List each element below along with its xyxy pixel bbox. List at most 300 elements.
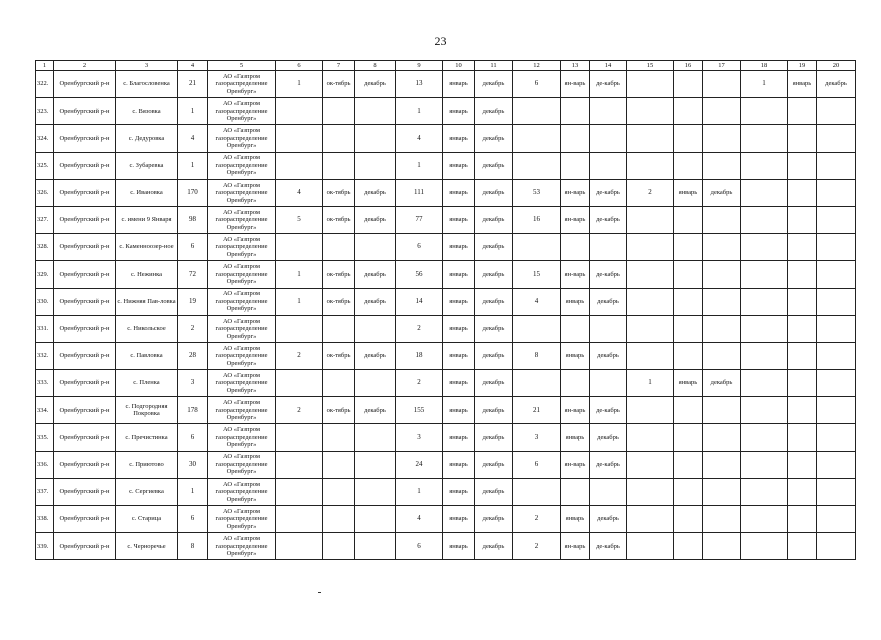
table-row — [36, 506, 856, 533]
col17-cell — [703, 71, 741, 98]
column-header-4: 4 — [178, 61, 208, 71]
col10-cell: январь — [443, 261, 475, 288]
column-header-12: 12 — [513, 61, 561, 71]
col6-cell — [276, 478, 323, 505]
col19-cell — [788, 234, 817, 261]
row-number: 326. — [36, 179, 54, 206]
col12-cell — [513, 478, 561, 505]
col8-cell: декабрь — [355, 288, 396, 315]
village-cell: с. Зубаревка — [116, 152, 178, 179]
col10-cell: январь — [443, 315, 475, 342]
row-number: 330. — [36, 288, 54, 315]
column-header-16: 16 — [674, 61, 703, 71]
col12-cell: 8 — [513, 342, 561, 369]
col19-cell — [788, 533, 817, 560]
organization-cell: АО «Газпром газораспределение Оренбург» — [208, 533, 276, 560]
col20-cell — [817, 342, 856, 369]
col7-cell: ок-тябрь — [323, 397, 355, 424]
col17-cell — [703, 397, 741, 424]
col16-cell — [674, 288, 703, 315]
col9-cell: 2 — [396, 370, 443, 397]
col11-cell: декабрь — [475, 125, 513, 152]
col9-cell: 14 — [396, 288, 443, 315]
col18-cell — [741, 288, 788, 315]
district-cell: Оренбургский р-н — [54, 315, 116, 342]
col13-cell — [561, 152, 590, 179]
row-number: 338. — [36, 506, 54, 533]
row-number: 337. — [36, 478, 54, 505]
village-cell: с. Ивановка — [116, 179, 178, 206]
col13-cell: январь — [561, 506, 590, 533]
col16-cell — [674, 533, 703, 560]
col7-cell — [323, 506, 355, 533]
column-header-18: 18 — [741, 61, 788, 71]
table-row — [36, 288, 856, 315]
col6-cell — [276, 533, 323, 560]
col14-cell: де-кабрь — [590, 451, 627, 478]
village-cell: с. Пленка — [116, 370, 178, 397]
col11-cell: декабрь — [475, 424, 513, 451]
village-cell: с. Старица — [116, 506, 178, 533]
col13-cell: ян-варь — [561, 397, 590, 424]
col7-cell — [323, 451, 355, 478]
col6-cell: 1 — [276, 261, 323, 288]
col12-cell — [513, 98, 561, 125]
col7-cell — [323, 315, 355, 342]
col12-cell — [513, 315, 561, 342]
col6-cell: 1 — [276, 288, 323, 315]
col17-cell — [703, 342, 741, 369]
col6-cell: 2 — [276, 342, 323, 369]
village-cell: с. Дедуровка — [116, 125, 178, 152]
col7-cell: ок-тябрь — [323, 206, 355, 233]
table-row — [36, 315, 856, 342]
col13-cell — [561, 370, 590, 397]
col13-cell — [561, 478, 590, 505]
col9-cell: 111 — [396, 179, 443, 206]
col17-cell — [703, 261, 741, 288]
col7-cell — [323, 98, 355, 125]
col19-cell — [788, 261, 817, 288]
col10-cell: январь — [443, 506, 475, 533]
col18-cell — [741, 234, 788, 261]
column-header-14: 14 — [590, 61, 627, 71]
col8-cell — [355, 478, 396, 505]
col8-cell: декабрь — [355, 261, 396, 288]
table-row — [36, 152, 856, 179]
col15-cell — [627, 206, 674, 233]
col13-cell — [561, 125, 590, 152]
col10-cell: январь — [443, 424, 475, 451]
col13-cell: январь — [561, 342, 590, 369]
col14-cell: де-кабрь — [590, 71, 627, 98]
col15-cell — [627, 288, 674, 315]
row-number: 325. — [36, 152, 54, 179]
col11-cell: декабрь — [475, 478, 513, 505]
col11-cell: декабрь — [475, 506, 513, 533]
col9-cell: 24 — [396, 451, 443, 478]
col8-cell — [355, 234, 396, 261]
village-cell: с. Пречистинка — [116, 424, 178, 451]
col7-cell: ок-тябрь — [323, 342, 355, 369]
col9-cell: 155 — [396, 397, 443, 424]
total-cell: 1 — [178, 152, 208, 179]
table-row — [36, 125, 856, 152]
col13-cell: январь — [561, 288, 590, 315]
row-number: 332. — [36, 342, 54, 369]
col17-cell: декабрь — [703, 370, 741, 397]
col13-cell: ян-варь — [561, 206, 590, 233]
col16-cell — [674, 397, 703, 424]
col17-cell — [703, 506, 741, 533]
col16-cell: январь — [674, 370, 703, 397]
col12-cell — [513, 370, 561, 397]
col20-cell — [817, 206, 856, 233]
col8-cell — [355, 98, 396, 125]
col18-cell — [741, 98, 788, 125]
col6-cell — [276, 315, 323, 342]
village-cell: с. Сергиевка — [116, 478, 178, 505]
col7-cell: ок-тябрь — [323, 71, 355, 98]
row-number: 322. — [36, 71, 54, 98]
organization-cell: АО «Газпром газораспределение Оренбург» — [208, 261, 276, 288]
column-header-13: 13 — [561, 61, 590, 71]
col19-cell — [788, 315, 817, 342]
col6-cell: 1 — [276, 71, 323, 98]
col16-cell — [674, 261, 703, 288]
col17-cell — [703, 152, 741, 179]
col10-cell: январь — [443, 152, 475, 179]
col7-cell: ок-тябрь — [323, 288, 355, 315]
col17-cell — [703, 206, 741, 233]
total-cell: 170 — [178, 179, 208, 206]
column-header-19: 19 — [788, 61, 817, 71]
col18-cell — [741, 478, 788, 505]
col20-cell — [817, 451, 856, 478]
col9-cell: 13 — [396, 71, 443, 98]
total-cell: 6 — [178, 506, 208, 533]
col12-cell: 15 — [513, 261, 561, 288]
table-row — [36, 206, 856, 233]
table-row — [36, 71, 856, 98]
col17-cell — [703, 533, 741, 560]
col11-cell: декабрь — [475, 397, 513, 424]
col8-cell — [355, 125, 396, 152]
col14-cell: де-кабрь — [590, 533, 627, 560]
col20-cell — [817, 506, 856, 533]
col7-cell — [323, 478, 355, 505]
col16-cell — [674, 424, 703, 451]
col13-cell: ян-варь — [561, 179, 590, 206]
village-cell: с. Подгородняя Покровка — [116, 397, 178, 424]
col16-cell — [674, 234, 703, 261]
table-row — [36, 98, 856, 125]
row-number: 333. — [36, 370, 54, 397]
col16-cell — [674, 152, 703, 179]
col15-cell — [627, 451, 674, 478]
col12-cell: 6 — [513, 451, 561, 478]
organization-cell: АО «Газпром газораспределение Оренбург» — [208, 71, 276, 98]
village-cell: с. Каменноозер-ное — [116, 234, 178, 261]
total-cell: 98 — [178, 206, 208, 233]
column-header-2: 2 — [54, 61, 116, 71]
village-cell: с. Приютово — [116, 451, 178, 478]
col8-cell — [355, 506, 396, 533]
col11-cell: декабрь — [475, 206, 513, 233]
col7-cell — [323, 424, 355, 451]
col16-cell: январь — [674, 179, 703, 206]
col10-cell: январь — [443, 98, 475, 125]
col19-cell: январь — [788, 71, 817, 98]
col16-cell — [674, 478, 703, 505]
col8-cell — [355, 451, 396, 478]
district-cell: Оренбургский р-н — [54, 152, 116, 179]
col19-cell — [788, 342, 817, 369]
col9-cell: 6 — [396, 533, 443, 560]
col11-cell: декабрь — [475, 533, 513, 560]
col16-cell — [674, 125, 703, 152]
total-cell: 6 — [178, 234, 208, 261]
row-number: 336. — [36, 451, 54, 478]
scan-mark — [318, 592, 321, 593]
table-row — [36, 261, 856, 288]
col12-cell: 53 — [513, 179, 561, 206]
col19-cell — [788, 478, 817, 505]
col14-cell — [590, 370, 627, 397]
col11-cell: декабрь — [475, 71, 513, 98]
col14-cell: декабрь — [590, 424, 627, 451]
col9-cell: 3 — [396, 424, 443, 451]
col16-cell — [674, 206, 703, 233]
col15-cell — [627, 506, 674, 533]
col8-cell: декабрь — [355, 342, 396, 369]
district-cell: Оренбургский р-н — [54, 506, 116, 533]
col8-cell: декабрь — [355, 179, 396, 206]
col15-cell — [627, 71, 674, 98]
col11-cell: декабрь — [475, 370, 513, 397]
col7-cell — [323, 533, 355, 560]
col7-cell — [323, 234, 355, 261]
col16-cell — [674, 98, 703, 125]
col13-cell: ян-варь — [561, 451, 590, 478]
col20-cell — [817, 261, 856, 288]
col10-cell: январь — [443, 370, 475, 397]
col20-cell — [817, 152, 856, 179]
district-cell: Оренбургский р-н — [54, 478, 116, 505]
col19-cell — [788, 152, 817, 179]
village-cell: с. Благословенка — [116, 71, 178, 98]
col10-cell: январь — [443, 206, 475, 233]
col6-cell — [276, 424, 323, 451]
col14-cell: декабрь — [590, 342, 627, 369]
col6-cell: 2 — [276, 397, 323, 424]
organization-cell: АО «Газпром газораспределение Оренбург» — [208, 288, 276, 315]
col18-cell — [741, 451, 788, 478]
col7-cell: ок-тябрь — [323, 179, 355, 206]
village-cell: с. Вязовка — [116, 98, 178, 125]
total-cell: 1 — [178, 478, 208, 505]
col18-cell — [741, 206, 788, 233]
col20-cell — [817, 125, 856, 152]
col11-cell: декабрь — [475, 288, 513, 315]
col11-cell: декабрь — [475, 234, 513, 261]
district-cell: Оренбургский р-н — [54, 424, 116, 451]
col9-cell: 6 — [396, 234, 443, 261]
col19-cell — [788, 506, 817, 533]
col14-cell: де-кабрь — [590, 397, 627, 424]
col6-cell — [276, 370, 323, 397]
organization-cell: АО «Газпром газораспределение Оренбург» — [208, 125, 276, 152]
col8-cell: декабрь — [355, 397, 396, 424]
col18-cell — [741, 261, 788, 288]
column-header-7: 7 — [323, 61, 355, 71]
col15-cell — [627, 478, 674, 505]
col9-cell: 56 — [396, 261, 443, 288]
column-header-11: 11 — [475, 61, 513, 71]
table-row — [36, 234, 856, 261]
total-cell: 21 — [178, 71, 208, 98]
col8-cell — [355, 370, 396, 397]
column-header-10: 10 — [443, 61, 475, 71]
district-cell: Оренбургский р-н — [54, 451, 116, 478]
col19-cell — [788, 424, 817, 451]
col10-cell: январь — [443, 342, 475, 369]
col18-cell — [741, 315, 788, 342]
total-cell: 3 — [178, 370, 208, 397]
col6-cell: 4 — [276, 179, 323, 206]
col14-cell: декабрь — [590, 288, 627, 315]
organization-cell: АО «Газпром газораспределение Оренбург» — [208, 451, 276, 478]
col9-cell: 1 — [396, 478, 443, 505]
col6-cell: 5 — [276, 206, 323, 233]
col14-cell — [590, 234, 627, 261]
col18-cell: 1 — [741, 71, 788, 98]
table-row — [36, 342, 856, 369]
district-cell: Оренбургский р-н — [54, 98, 116, 125]
col10-cell: январь — [443, 234, 475, 261]
village-cell: с. имени 9 Января — [116, 206, 178, 233]
col20-cell — [817, 179, 856, 206]
col19-cell — [788, 179, 817, 206]
col18-cell — [741, 342, 788, 369]
col7-cell — [323, 370, 355, 397]
col11-cell: декабрь — [475, 261, 513, 288]
col9-cell: 1 — [396, 152, 443, 179]
col18-cell — [741, 397, 788, 424]
table-row — [36, 397, 856, 424]
district-cell: Оренбургский р-н — [54, 342, 116, 369]
col12-cell: 21 — [513, 397, 561, 424]
header-row — [36, 61, 856, 71]
col18-cell — [741, 533, 788, 560]
col15-cell: 2 — [627, 179, 674, 206]
col15-cell — [627, 152, 674, 179]
col20-cell — [817, 288, 856, 315]
village-cell: с. Павловка — [116, 342, 178, 369]
col12-cell: 6 — [513, 71, 561, 98]
total-cell: 1 — [178, 98, 208, 125]
col17-cell — [703, 98, 741, 125]
col17-cell — [703, 315, 741, 342]
col19-cell — [788, 451, 817, 478]
total-cell: 19 — [178, 288, 208, 315]
page-number: 23 — [434, 34, 447, 48]
col20-cell — [817, 478, 856, 505]
col19-cell — [788, 125, 817, 152]
col14-cell — [590, 152, 627, 179]
col10-cell: январь — [443, 71, 475, 98]
col16-cell — [674, 451, 703, 478]
col10-cell: январь — [443, 533, 475, 560]
col15-cell — [627, 424, 674, 451]
table-row — [36, 478, 856, 505]
col16-cell — [674, 342, 703, 369]
row-number: 323. — [36, 98, 54, 125]
col9-cell: 18 — [396, 342, 443, 369]
district-cell: Оренбургский р-н — [54, 71, 116, 98]
col6-cell — [276, 125, 323, 152]
col20-cell — [817, 424, 856, 451]
col11-cell: декабрь — [475, 98, 513, 125]
district-cell: Оренбургский р-н — [54, 397, 116, 424]
row-number: 324. — [36, 125, 54, 152]
organization-cell: АО «Газпром газораспределение Оренбург» — [208, 152, 276, 179]
col6-cell — [276, 98, 323, 125]
col17-cell — [703, 125, 741, 152]
organization-cell: АО «Газпром газораспределение Оренбург» — [208, 315, 276, 342]
col13-cell — [561, 98, 590, 125]
col11-cell: декабрь — [475, 179, 513, 206]
col20-cell — [817, 234, 856, 261]
column-header-5: 5 — [208, 61, 276, 71]
col19-cell — [788, 370, 817, 397]
col11-cell: декабрь — [475, 315, 513, 342]
col11-cell: декабрь — [475, 152, 513, 179]
col14-cell: де-кабрь — [590, 206, 627, 233]
col17-cell: декабрь — [703, 179, 741, 206]
col15-cell — [627, 98, 674, 125]
column-header-15: 15 — [627, 61, 674, 71]
col17-cell — [703, 451, 741, 478]
col15-cell — [627, 234, 674, 261]
col15-cell — [627, 397, 674, 424]
column-header-1: 1 — [36, 61, 54, 71]
col17-cell — [703, 234, 741, 261]
col8-cell: декабрь — [355, 206, 396, 233]
col14-cell: декабрь — [590, 506, 627, 533]
col12-cell: 3 — [513, 424, 561, 451]
col8-cell — [355, 424, 396, 451]
col12-cell: 2 — [513, 533, 561, 560]
col20-cell — [817, 315, 856, 342]
row-number: 328. — [36, 234, 54, 261]
col15-cell — [627, 315, 674, 342]
col17-cell — [703, 288, 741, 315]
district-cell: Оренбургский р-н — [54, 125, 116, 152]
col10-cell: январь — [443, 478, 475, 505]
organization-cell: АО «Газпром газораспределение Оренбург» — [208, 397, 276, 424]
col18-cell — [741, 424, 788, 451]
col9-cell: 77 — [396, 206, 443, 233]
col18-cell — [741, 506, 788, 533]
organization-cell: АО «Газпром газораспределение Оренбург» — [208, 478, 276, 505]
total-cell: 72 — [178, 261, 208, 288]
total-cell: 4 — [178, 125, 208, 152]
column-header-17: 17 — [703, 61, 741, 71]
col12-cell — [513, 234, 561, 261]
col16-cell — [674, 315, 703, 342]
col15-cell — [627, 261, 674, 288]
